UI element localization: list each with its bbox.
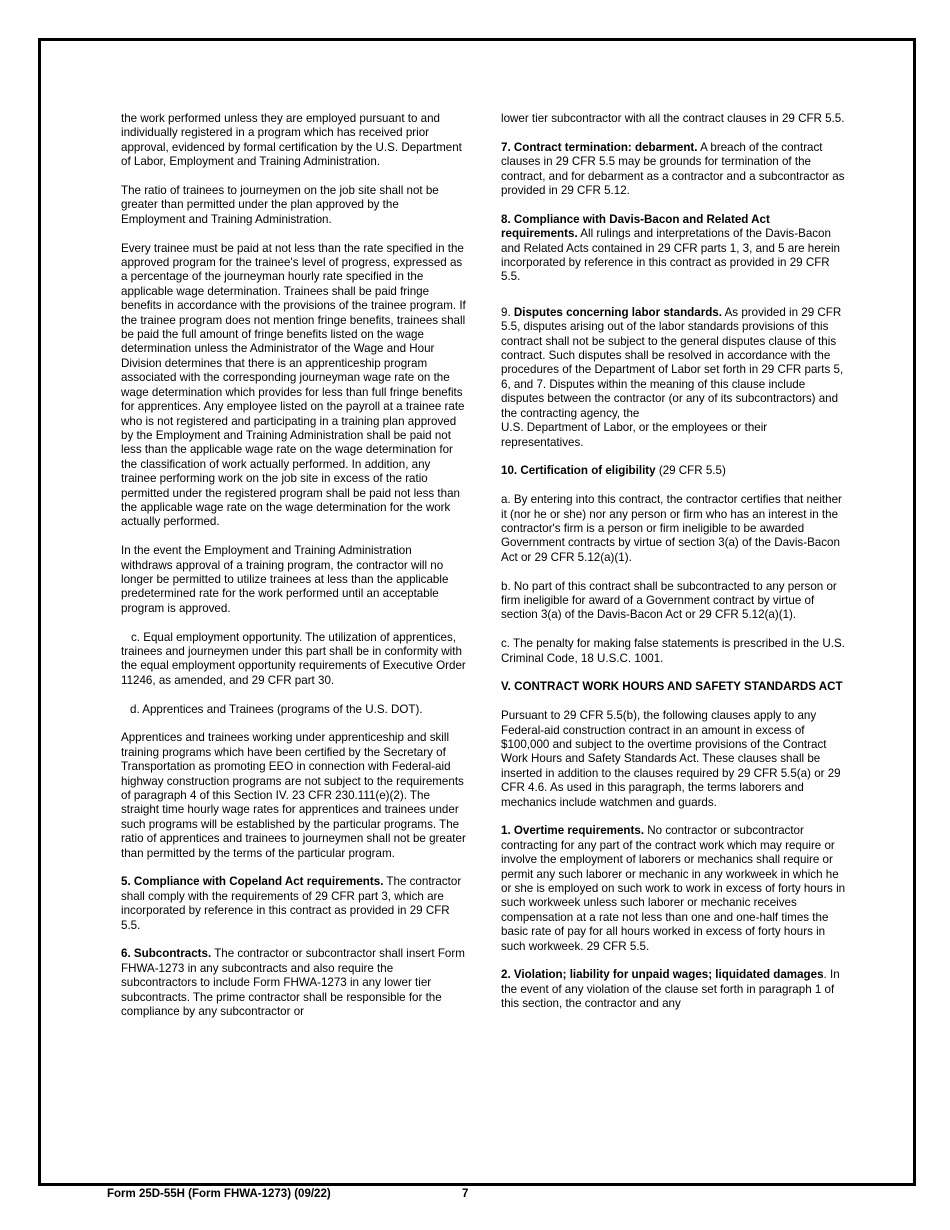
right-column bbox=[501, 112, 846, 1026]
section-body: A breach of the contract clauses in 29 CFR 5.5 may be grounds for termination of the contract, and for debarment as a contractor and a subcontractor as provided in 29 CFR 5.12. bbox=[501, 140, 845, 198]
section-body: As provided in 29 CFR 5.5, disputes arising out of the labor standards provisions of this contract shall not be subject to the general disputes clause of this contract. Such disputes shall be resolved in accordance with the procedures of the Department of Labor set forth in 29 CFR parts 5, 6, and 7. Disputes within the meaning of this clause include disputes between the contractor (or any of its subcontractors) and the contracting agency, the bbox=[501, 305, 844, 420]
paragraph-c: c. The penalty for making false statements is prescribed in the U.S. Criminal Code, 18 U.S.C. 1001. bbox=[501, 637, 845, 665]
section-overtime bbox=[501, 824, 846, 954]
paragraph: Apprentices and trainees working under apprenticeship and skill training programs which have been certified by the Secretary of Transportation as promoting EEO in connection with Federal-aid highway construction programs are not subject to the requirements of paragraph 4 of this Section IV. 23 CFR 230.111(e)(2). The straight time hourly wage rates for apprentices and trainees under such programs will be established by the particular programs. The ratio of apprentices and trainees to journeymen shall not be greater than permitted by the terms of the particular program. bbox=[121, 731, 466, 860]
form-number: Form 25D-55H (Form FHWA-1273) (09/22) bbox=[107, 1188, 331, 1200]
paragraph: The ratio of trainees to journeymen on the job site shall not be greater than permitted under the plan approved by the Employment and Training Administration. bbox=[121, 184, 439, 226]
paragraph: lower tier subcontractor with all the contract clauses in 29 CFR 5.5. bbox=[501, 112, 845, 125]
section-7-termination bbox=[501, 141, 846, 199]
section-9-disputes bbox=[501, 306, 846, 450]
section-5-copeland bbox=[121, 875, 466, 933]
section-body-tail: U.S. Department of Labor, or the employees or their representatives. bbox=[501, 421, 768, 449]
paragraph: Every trainee must be paid at not less than the rate specified in the approved program for the trainee's level of progress, expressed as a percentage of the journeyman hourly rate specified in the applicable wage determination. Trainees shall be paid fringe benefits in accordance with the provisions of the trainee program. If the trainee program does not mention fringe benefits, trainees shall be paid the full amount of fringe benefits listed on the wage determination unless the Administrator of the Wage and Hour Division determines that there is an apprenticeship program associated with the corresponding journeyman wage rate on the wage determination which provides for less than full fringe benefits for apprentices. Any employee listed on the payroll at a trainee rate who is not registered and participating in a training plan approved by the Employment and Training Administration shall be paid not less than the applicable wage rate on the wage determination for the classification of work actually performed. In addition, any trainee performing work on the job site in excess of the ratio permitted under the registered program shall be paid not less than the applicable wage rate on the wage determination for the work actually performed. bbox=[121, 241, 466, 529]
section-heading: Disputes concerning labor standards. bbox=[513, 305, 722, 319]
section-heading: 10. Certification of eligibility bbox=[501, 464, 656, 478]
paragraph: the work performed unless they are employed pursuant to and individually registered in a program which has received prior approval, evidenced by formal certification by the U.S. Department of Labor, Employment and Training Administration. bbox=[121, 112, 462, 169]
paragraph-part: $100,000 and subject to the overtime provisions of the Contract Work Hours and Safety Standards Act. These clauses shall be inserted in addition to the clauses required by 29 CFR 5.5(a) or 29 CFR 4.6. As used in this paragraph, the terms laborers and mechanics include watchmen and guards. bbox=[501, 737, 841, 809]
section-heading: 2. Violation; liability for unpaid wages; liquidated damages bbox=[501, 968, 824, 982]
section-body: All rulings and interpretations of the Davis-Bacon and Related Acts contained in 29 CFR parts 1, 3, and 5 are herein incorporated by reference in this contract as provided in 29 CFR 5.5. bbox=[501, 227, 841, 284]
section-violation bbox=[501, 968, 846, 1011]
paragraph-part: Pursuant to 29 CFR 5.5(b), the following clauses apply to any Federal-aid construction contract in an amount in excess of bbox=[501, 709, 817, 737]
section-body: No contractor or subcontractor contracting for any part of the contract work which may require or involve the employment of laborers or mechanics shall require or permit any such laborer or mechanic in any workweek in which he or she is employed on such work to work in excess of forty hours in such workweek unless such laborer or mechanic receives compensation at a rate not less than one and one-half times the basic rate of pay for all hours worked in excess of forty hours in such workweek. 29 CFR 5.5. bbox=[501, 824, 846, 953]
section-v-heading: V. CONTRACT WORK HOURS AND SAFETY STANDARDS ACT bbox=[501, 680, 843, 694]
section-8-davis-bacon bbox=[501, 213, 846, 285]
section-heading: 6. Subcontracts. bbox=[121, 947, 212, 961]
paragraph-b: b. No part of this contract shall be subcontracted to any person or firm ineligible for award of a Government contract by virtue of section 3(a) of the Davis-Bacon Act or 29 CFR 5.12(a)(1). bbox=[501, 579, 837, 622]
section-heading: 1. Overtime requirements. bbox=[501, 824, 645, 838]
paragraph-a: a. By entering into this contract, the contractor certifies that neither it (nor he or she) nor any person or firm who has an interest in the contractor's firm is a person or firm ineligible to be awarded Government contracts by virtue of section 3(a) of the Davis-Bacon Act or 29 CFR 5.12(a)(1). bbox=[501, 493, 842, 564]
paragraph: In the event the Employment and Training Administration withdraws approval of a training program, the contractor will no longer be permitted to utilize trainees at less than the applicable predetermined rate for the work performed until an acceptable program is approved. bbox=[121, 544, 449, 615]
section-10-certification bbox=[501, 464, 846, 478]
paragraph-c-equal-employment: c. Equal employment opportunity. The utilization of apprentices, trainees and journeymen under this part shall be in conformity with the equal employment opportunity requirements of Executive Order 11246, as amended, and 29 CFR part 30. bbox=[121, 630, 466, 687]
left-column bbox=[121, 112, 466, 1034]
page-number: 7 bbox=[462, 1188, 469, 1200]
section-body: The contractor shall comply with the requirements of 29 CFR part 3, which are incorporated by reference in this contract as provided in 29 CFR 5.5. bbox=[121, 875, 462, 932]
paragraph-d-apprentices: d. Apprentices and Trainees (programs of the U.S. DOT). bbox=[130, 702, 423, 716]
section-body: (29 CFR 5.5) bbox=[655, 464, 726, 478]
section-body: . In the event of any violation of the clause set forth in paragraph 1 of this section, the contractor and any bbox=[501, 968, 840, 1011]
paragraph bbox=[501, 709, 846, 810]
section-6-subcontracts bbox=[121, 947, 466, 1019]
section-number: 9. bbox=[501, 305, 514, 319]
section-body: The contractor or subcontractor shall insert Form FHWA-1273 in any subcontracts and also require the subcontractors to include Form FHWA-1273 in any lower tier subcontracts. The prime contractor shall be responsible for the compliance by any subcontractor or bbox=[121, 947, 465, 1019]
section-heading: 7. Contract termination: debarment. bbox=[501, 140, 698, 154]
section-heading: 8. Compliance with Davis-Bacon and Related Act requirements. bbox=[501, 212, 770, 241]
section-heading: 5. Compliance with Copeland Act requirements. bbox=[121, 875, 384, 889]
